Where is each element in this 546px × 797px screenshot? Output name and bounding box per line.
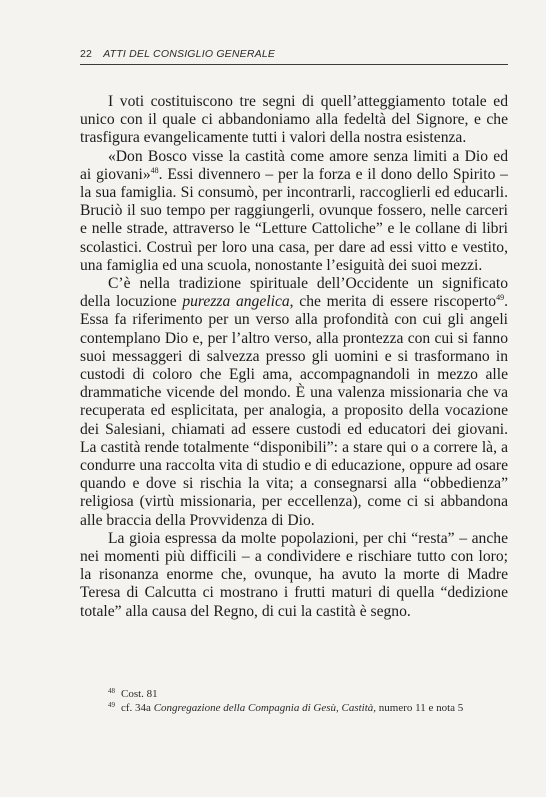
paragraph-3-rest: . Essa fa riferimento per un verso alla profondità con cui gli angeli contemplano Dio e, per l’altro verso, alla prontezza con cui si fanno suoi messaggeri di salvezza presso gli uomini e si trasformano in custodi di coloro che Egli ama, accompagnandoli in mezzo alle drammatiche vicende del mondo. È una valenza missionaria che va recuperata ed esplicitata, per analogia, a proposito della vocazione dei Salesiani, chiamati ad essere custodi ed educatori dei giovani. La castità rende totalmente “disponibili”: a stare qui o a correre là, a condurre una raccolta vita di studio e di educazione, oppure ad osare quando e dove si rischia la vita; a consegnarsi alla “obbedienza” religiosa (virtù missionaria, per eccellenza), come ci si abbandona alle braccia della Provvidenza di Dio. [80,293,509,529]
footnote-49 [80,701,508,715]
paragraph-1: I voti costituiscono tre segni di quell’atteggiamento totale ed unico con il quale ci abbandoniamo alla fedeltà del Signore, e che trasfigura evangelicamente tutti i valori della nostra esistenza. [80,93,508,147]
paragraph-2 [80,148,508,275]
footnote-48-text: Cost. 81 [121,688,158,700]
paragraph-3-start: C’è nella tradizione spirituale dell’Occidente un significato della locuzione [80,275,508,311]
running-title: ATTI DEL CONSIGLIO GENERALE [103,48,276,60]
paragraph-2-rest: . Essi divennero – per la forza e il dono dello Spirito – la sua famiglia. Si consumò, per incontrarli, raccoglierli ed educarli. Bruciò il suo tempo per raggiungerli, ovunque fossero, nelle carceri e nelle strade, attraverso le “Letture Cattoliche” e le collane di libri scolastici. Costruì per loro una casa, per dare ad essi vitto e vestito, una famiglia ed una scuola, nonostante l’esiguità dei suoi mezzi. [80,165,508,274]
footnotes [80,687,508,715]
don-bosco-quote: «Don Bosco visse la castità come amore senza limiti a Dio ed ai giovani» [80,147,508,183]
footnote-48 [80,687,508,701]
paragraph-3 [80,275,508,530]
footnote-49-post: numero 11 e nota 5 [376,702,464,714]
footnote-49-pre: cf. 34a [121,702,154,714]
italic-term: purezza angelica [182,293,290,311]
running-header [80,48,508,65]
footnote-ref-48: 48 [150,165,159,175]
page-number: 22 [80,48,93,60]
footnote-mark-48: 48 [108,687,115,695]
body-text [80,93,508,621]
paragraph-4: La gioia espressa da molte popolazioni, per chi “resta” – anche nei momenti più difficili – a condividere e rischiare tutto con loro; la risonanza enorme che, ovunque, ha avuto la morte di Madre Teresa di Calcutta ci mostrano i frutti maturi di quella “dedizione totale” alla causa del Regno, di cui la castità è segno. [80,529,508,620]
footnote-49-title: Congregazione della Compagnia di Gesù, Castità, [153,702,377,714]
footnote-mark-49: 49 [108,701,115,709]
paragraph-3-mid: , che merita di essere riscoperto [289,293,497,311]
footnote-ref-49: 49 [496,293,505,303]
